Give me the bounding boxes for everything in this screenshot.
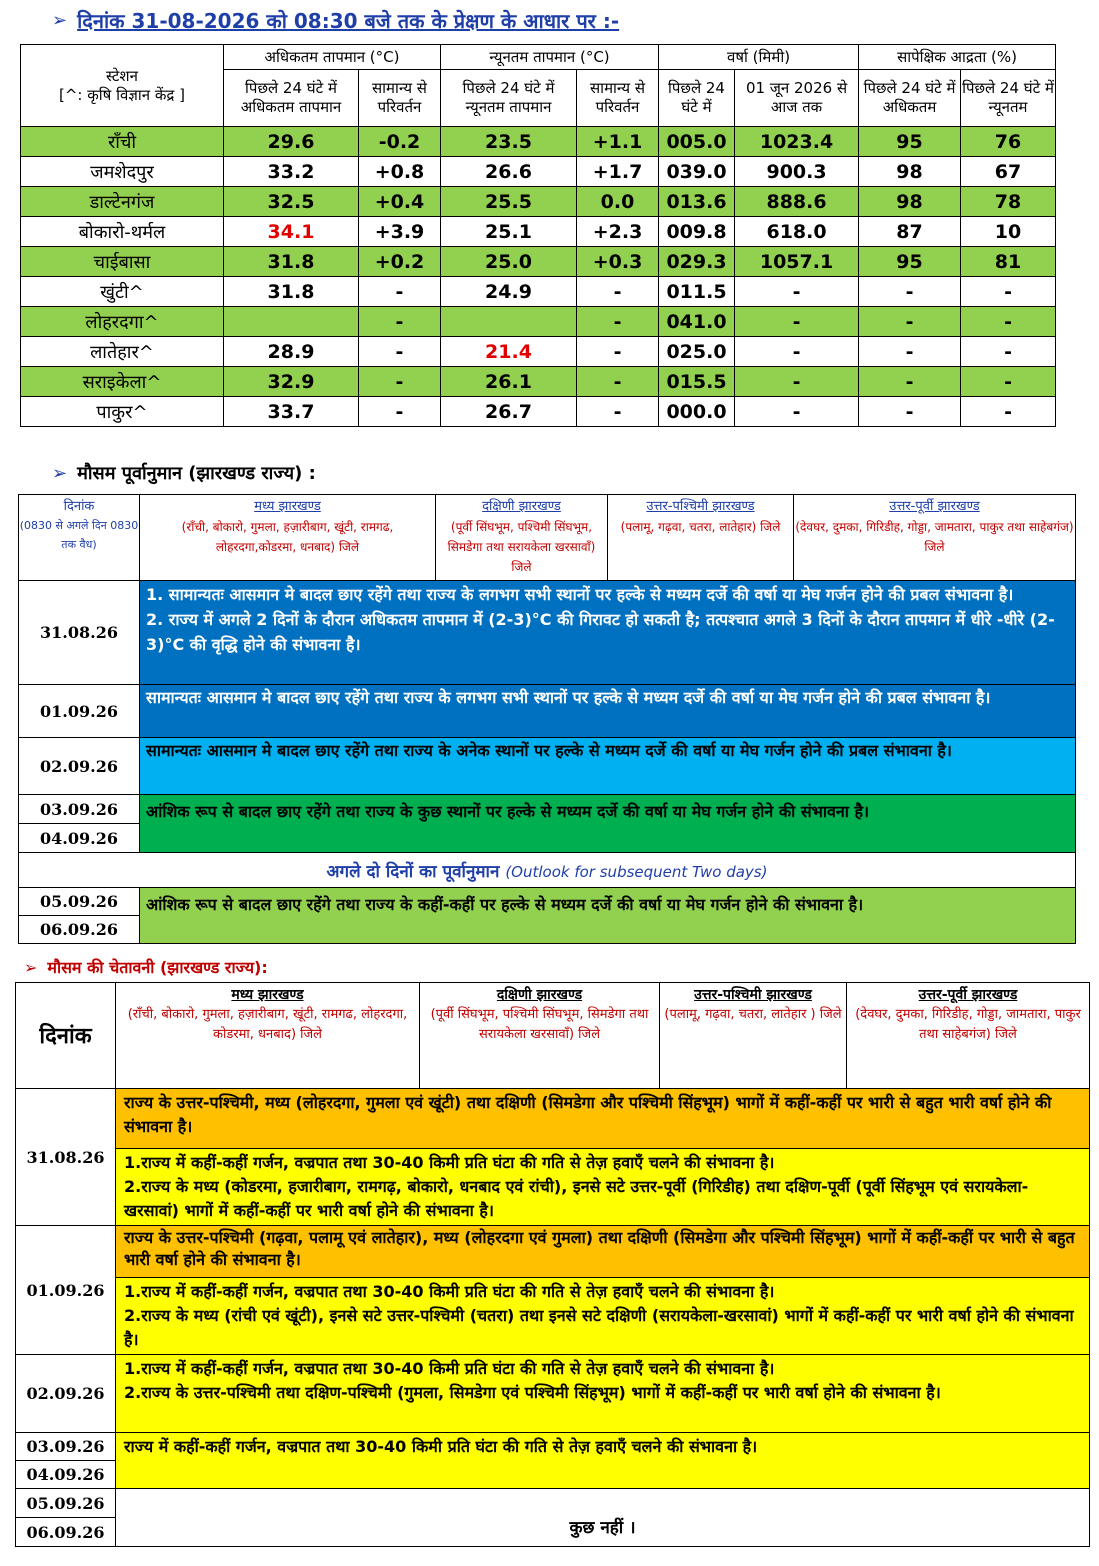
min-temp: 26.7 — [441, 397, 577, 427]
rh-max: - — [859, 337, 961, 367]
warning-table — [15, 982, 1090, 1547]
arrow-icon: ➢ — [24, 957, 38, 977]
warning-row — [16, 1149, 1090, 1226]
forecast-row — [19, 738, 1076, 795]
min-departure: - — [577, 307, 659, 337]
date-header: दिनांक — [16, 983, 116, 1089]
outlook-english: (Outlook for subsequent Two days) — [505, 862, 768, 881]
arrow-icon: ➢ — [52, 9, 68, 31]
rh-max: 95 — [859, 247, 961, 277]
min-departure: - — [577, 367, 659, 397]
region-name: उत्तर-पूर्वी झारखण्ड — [889, 499, 980, 514]
warning-line: 2.राज्य के उत्तर-पश्चिमी तथा दक्षिण-पश्चिमी (गुमला, सिमडेगा एवं पश्चिमी सिंहभूम) भागों में कहीं-कहीं पर भारी वर्षा होने की संभावना है। — [124, 1383, 941, 1402]
min-temp: 25.5 — [441, 187, 577, 217]
station-name: जमशेदपुर — [21, 157, 224, 187]
max-departure: - — [359, 277, 441, 307]
station-name: लातेहार^ — [21, 337, 224, 367]
forecast-row — [19, 581, 1076, 685]
station-name: लोहरदगा^ — [21, 307, 224, 337]
region-south — [420, 983, 660, 1089]
rh-min: 78 — [961, 187, 1056, 217]
forecast-text: आंशिक रूप से बादल छाए रहेंगे तथा राज्य के कुछ स्थानों पर हल्के से मध्यम दर्जे की वर्षा या मेघ गर्जन होने की संभावना है। — [140, 795, 1076, 853]
warning-text-yellow: राज्य में कहीं-कहीं गर्जन, वज्रपात तथा 30-40 किमी प्रति घंटा की गति से तेज़ हवाएँ चलने की संभावना है। — [116, 1433, 1090, 1489]
rain-24h: 009.8 — [659, 217, 735, 247]
station-header: स्टेशन — [106, 66, 138, 85]
min-temp: 23.5 — [441, 127, 577, 157]
rain-season: 618.0 — [735, 217, 859, 247]
rain-24h: 011.5 — [659, 277, 735, 307]
rain-season: 888.6 — [735, 187, 859, 217]
region-name: उत्तर-पूर्वी झारखण्ड — [918, 987, 1018, 1003]
group-header-max: अधिकतम तापमान (°C) — [224, 45, 441, 70]
region-name: उत्तर-पश्चिमी झारखण्ड — [694, 987, 812, 1003]
min-temp: 26.1 — [441, 367, 577, 397]
outlook-hindi: अगले दो दिनों का पूर्वानुमान — [326, 861, 500, 882]
warning-date: 03.09.26 — [16, 1433, 116, 1461]
max-temp: 28.9 — [224, 337, 359, 367]
region-districts: (देवघर, दुमका, गिरिडीह, गोड्डा, जामतारा, पाकुर तथा साहेबगंज) जिले — [795, 520, 1074, 554]
warning-date: 04.09.26 — [16, 1461, 116, 1489]
region-northwest — [660, 983, 847, 1089]
table-row — [21, 367, 1056, 397]
forecast-date: 03.09.26 — [19, 795, 140, 824]
warning-text-none: कुछ नहीं । — [116, 1489, 1090, 1547]
region-name: उत्तर-पश्चिमी झारखण्ड — [646, 499, 755, 514]
table-row — [21, 247, 1056, 277]
table-row — [21, 157, 1056, 187]
rain-24h: 013.6 — [659, 187, 735, 217]
table-row — [21, 337, 1056, 367]
rain-24h: 005.0 — [659, 127, 735, 157]
max-departure: - — [359, 397, 441, 427]
rh-max: - — [859, 367, 961, 397]
observation-table — [20, 44, 1056, 427]
warning-line: 1.राज्य में कहीं-कहीं गर्जन, वज्रपात तथा 30-40 किमी प्रति घंटा की गति से तेज़ हवाएँ चलने की संभावना है। — [124, 1153, 775, 1172]
rh-max: 98 — [859, 157, 961, 187]
rh-max: - — [859, 397, 961, 427]
region-northeast — [847, 983, 1090, 1089]
min-temp: 25.0 — [441, 247, 577, 277]
rh-min: 76 — [961, 127, 1056, 157]
rh-min: 81 — [961, 247, 1056, 277]
warning-row — [16, 1278, 1090, 1355]
max-temp — [224, 307, 359, 337]
rh-max: - — [859, 277, 961, 307]
forecast-date: 02.09.26 — [19, 738, 140, 795]
rh-min: - — [961, 307, 1056, 337]
region-name: दक्षिणी झारखण्ड — [482, 499, 561, 514]
min-departure: - — [577, 337, 659, 367]
rh-min: - — [961, 397, 1056, 427]
forecast-row — [19, 795, 1076, 824]
warning-line: 2.राज्य के मध्य (कोडरमा, हजारीबाग, रामगढ़, बोकारो, धनबाद एवं रांची), इनसे सटे उत्तर-पूर्वी (गिरिडीह) तथा दक्षिण-पूर्वी (पूर्वी सिंहभूम एवं सरायकेला-खरसावां) भागों में कहीं-कहीं पर भारी वर्षा होने की संभावना है। — [124, 1177, 1029, 1220]
min-departure: - — [577, 397, 659, 427]
forecast-table — [18, 494, 1076, 944]
region-districts: (देवघर, दुमका, गिरिडीह, गोड्डा, जामतारा, पाकुर तथा साहेबगंज) जिले — [855, 1007, 1081, 1042]
region-northeast — [794, 495, 1076, 581]
min-departure: +0.3 — [577, 247, 659, 277]
warning-row — [16, 1089, 1090, 1149]
forecast-line: 1. सामान्यतः आसमान मे बादल छाए रहेंगे तथा राज्य के लगभग सभी स्थानों पर हल्के से मध्यम दर्जे की वर्षा या मेघ गर्जन होने की प्रबल संभावना है। — [146, 585, 1014, 604]
station-name: डाल्टेनगंज — [21, 187, 224, 217]
subheader: 01 जून 2026 से आज तक — [735, 70, 859, 127]
subheader: पिछले 24 घंटे में अधिकतम — [859, 70, 961, 127]
outlook-row — [19, 853, 1076, 888]
max-temp-highest: 34.1 — [224, 217, 359, 247]
warning-row — [16, 1355, 1090, 1433]
max-temp: 31.8 — [224, 247, 359, 277]
rh-max: - — [859, 307, 961, 337]
min-departure: 0.0 — [577, 187, 659, 217]
warning-text-orange: राज्य के उत्तर-पश्चिमी (गढ़वा, पलामू एवं लातेहार), मध्य (लोहरदगा एवं गुमला) तथा दक्षिणी (सिमडेगा और पश्चिमी सिंहभूम) भागों में कहीं-कहीं पर भारी से बहुत भारी वर्षा होने की संभावना है। — [116, 1226, 1090, 1278]
observation-heading — [52, 6, 619, 34]
warning-date: 31.08.26 — [16, 1089, 116, 1226]
region-name: दक्षिणी झारखण्ड — [496, 987, 583, 1003]
region-south — [436, 495, 608, 581]
min-temp — [441, 307, 577, 337]
max-temp: 33.7 — [224, 397, 359, 427]
max-departure: - — [359, 307, 441, 337]
warning-text-orange: राज्य के उत्तर-पश्चिमी, मध्य (लोहरदगा, गुमला एवं खूंटी) तथा दक्षिणी (सिमडेगा और पश्चिमी सिंहभूम) भागों में कहीं-कहीं पर भारी से बहुत भारी वर्षा होने की संभावना है। — [116, 1089, 1090, 1149]
rain-24h: 029.3 — [659, 247, 735, 277]
rh-min: 67 — [961, 157, 1056, 187]
rain-season: - — [735, 337, 859, 367]
table-row — [21, 127, 1056, 157]
rain-24h: 015.5 — [659, 367, 735, 397]
subheader: पिछले 24 घंटे में — [659, 70, 735, 127]
table-row — [21, 397, 1056, 427]
rh-min: - — [961, 277, 1056, 307]
warning-heading-text: मौसम की चेतावनी (झारखण्ड राज्य): — [47, 958, 268, 977]
subheader: पिछले 24 घंटे में न्यूनतम तापमान — [441, 70, 577, 127]
region-central — [140, 495, 436, 581]
date-note: (0830 से अगले दिन 0830 तक वैध) — [19, 519, 139, 551]
warning-row — [16, 1433, 1090, 1461]
rh-min: - — [961, 337, 1056, 367]
forecast-heading — [52, 460, 316, 486]
table-row — [21, 277, 1056, 307]
region-districts: (पलामू, गढ़वा, चतरा, लातेहार ) जिले — [664, 1007, 842, 1022]
forecast-text: सामान्यतः आसमान मे बादल छाए रहेंगे तथा राज्य के अनेक स्थानों पर हल्के से मध्यम दर्जे की वर्षा या मेघ गर्जन होने की प्रबल संभावना है। — [140, 738, 1076, 795]
forecast-text — [140, 581, 1076, 685]
rain-24h: 000.0 — [659, 397, 735, 427]
max-temp: 33.2 — [224, 157, 359, 187]
max-departure: - — [359, 367, 441, 397]
region-districts: (पूर्वी सिंघभूम, पश्चिमी सिंघभूम, सिमडेगा तथा सरायकेला खरसावाँ) जिले — [430, 1007, 649, 1042]
region-name: मध्य झारखण्ड — [254, 499, 321, 514]
warning-date: 05.09.26 — [16, 1489, 116, 1518]
region-central — [116, 983, 420, 1089]
max-departure: -0.2 — [359, 127, 441, 157]
max-departure: +0.8 — [359, 157, 441, 187]
station-note: [^: कृषि विज्ञान केंद्र ] — [58, 85, 185, 104]
rain-season: - — [735, 307, 859, 337]
warning-line: 1.राज्य में कहीं-कहीं गर्जन, वज्रपात तथा 30-40 किमी प्रति घंटा की गति से तेज़ हवाएँ चलने की संभावना है। — [124, 1282, 775, 1301]
region-districts: (राँची, बोकारो, गुमला, हज़ारीबाग, खूंटी, रामगढ, लोहरदगा, कोडरमा, धनबाद) जिले — [127, 1007, 408, 1042]
min-temp: 26.6 — [441, 157, 577, 187]
station-name: खुंटी^ — [21, 277, 224, 307]
warning-text-yellow — [116, 1149, 1090, 1226]
table-row — [21, 307, 1056, 337]
table-row — [21, 217, 1056, 247]
rh-min: - — [961, 367, 1056, 397]
table-row — [21, 187, 1056, 217]
rh-max: 95 — [859, 127, 961, 157]
forecast-date: 06.09.26 — [19, 916, 140, 944]
rain-24h: 039.0 — [659, 157, 735, 187]
rain-24h: 041.0 — [659, 307, 735, 337]
arrow-icon: ➢ — [52, 462, 68, 484]
subheader: पिछले 24 घंटे में न्यूनतम — [961, 70, 1056, 127]
group-header-min: न्यूनतम तापमान (°C) — [441, 45, 659, 70]
max-temp: 32.5 — [224, 187, 359, 217]
forecast-date: 01.09.26 — [19, 685, 140, 738]
rain-season: 900.3 — [735, 157, 859, 187]
max-departure: +0.4 — [359, 187, 441, 217]
region-districts: (पलामू, गढ़वा, चतरा, लातेहार) जिले — [620, 520, 781, 534]
warning-text-yellow — [116, 1278, 1090, 1355]
warning-text-yellow — [116, 1355, 1090, 1433]
subheader: पिछले 24 घंटे में अधिकतम तापमान — [224, 70, 359, 127]
warning-date: 01.09.26 — [16, 1226, 116, 1355]
max-departure: - — [359, 337, 441, 367]
outlook-header — [19, 853, 1076, 888]
min-departure: +1.7 — [577, 157, 659, 187]
forecast-text: आंशिक रूप से बादल छाए रहेंगे तथा राज्य के कहीं-कहीं पर हल्के से मध्यम दर्जे की वर्षा या मेघ गर्जन होने की संभावना है। — [140, 888, 1076, 944]
subheader: सामान्य से परिवर्तन — [359, 70, 441, 127]
min-departure: +1.1 — [577, 127, 659, 157]
min-departure: - — [577, 277, 659, 307]
region-districts: (पूर्वी सिंघभूम, पश्चिमी सिंघभूम, सिमडेगा तथा सरायकेला खरसावाँ) जिले — [447, 520, 596, 574]
max-temp: 31.8 — [224, 277, 359, 307]
subheader: सामान्य से परिवर्तन — [577, 70, 659, 127]
max-departure: +0.2 — [359, 247, 441, 277]
station-name: सराइकेला^ — [21, 367, 224, 397]
date-header: दिनांक — [63, 499, 95, 514]
station-name: चाईबासा — [21, 247, 224, 277]
observation-heading-text: दिनांक 31-08-2026 को 08:30 बजे तक के प्रेक्षण के आधार पर :- — [77, 8, 620, 33]
warning-heading — [24, 955, 268, 979]
max-temp: 29.6 — [224, 127, 359, 157]
warning-row — [16, 1489, 1090, 1518]
rh-max: 87 — [859, 217, 961, 247]
region-districts: (राँची, बोकारो, गुमला, हज़ारीबाग, खूंटी, रामगढ, लोहरदगा,कोडरमा, धनबाद) जिले — [181, 520, 394, 554]
region-northwest — [608, 495, 794, 581]
date-header-cell — [19, 495, 140, 581]
warning-date: 02.09.26 — [16, 1355, 116, 1433]
min-temp-lowest: 21.4 — [441, 337, 577, 367]
max-temp: 32.9 — [224, 367, 359, 397]
warning-line: 1.राज्य में कहीं-कहीं गर्जन, वज्रपात तथा 30-40 किमी प्रति घंटा की गति से तेज़ हवाएँ चलने की संभावना है। — [124, 1359, 775, 1378]
rain-season: - — [735, 397, 859, 427]
warning-line: 2.राज्य के मध्य (रांची एवं खूंटी), इनसे सटे उत्तर-पश्चिमी (चतरा) तथा इनसे सटे दक्षिणी (सरायकेला-खरसावां) भागों में कहीं-कहीं पर भारी वर्षा होने की संभावना है। — [124, 1306, 1074, 1349]
forecast-date: 04.09.26 — [19, 824, 140, 853]
rh-min: 10 — [961, 217, 1056, 247]
group-header-humidity: सापेक्षिक आद्रता (%) — [859, 45, 1056, 70]
forecast-text: सामान्यतः आसमान मे बादल छाए रहेंगे तथा राज्य के लगभग सभी स्थानों पर हल्के से मध्यम दर्जे की वर्षा या मेघ गर्जन होने की प्रबल संभावना है। — [140, 685, 1076, 738]
forecast-line: 2. राज्य में अगले 2 दिनों के दौरान अधिकतम तापमान में (2-3)°C की गिरावट हो सकती है; तत्पश्चात अगले 3 दिनों के दौरान तापमान में धीरे -धीरे (2-3)°C की वृद्धि होने की संभावना है। — [146, 610, 1055, 654]
region-name: मध्य झारखण्ड — [231, 987, 304, 1003]
rain-24h: 025.0 — [659, 337, 735, 367]
group-header-rain: वर्षा (मिमी) — [659, 45, 859, 70]
rh-max: 98 — [859, 187, 961, 217]
warning-row — [16, 1226, 1090, 1278]
rain-season: - — [735, 367, 859, 397]
warning-date: 06.09.26 — [16, 1518, 116, 1547]
rain-season: 1023.4 — [735, 127, 859, 157]
max-departure: +3.9 — [359, 217, 441, 247]
station-name: राँची — [21, 127, 224, 157]
rain-season: - — [735, 277, 859, 307]
rain-season: 1057.1 — [735, 247, 859, 277]
forecast-row — [19, 685, 1076, 738]
station-name: बोकारो-थर्मल — [21, 217, 224, 247]
station-header-cell — [21, 45, 224, 127]
forecast-heading-text: मौसम पूर्वानुमान (झारखण्ड राज्य) : — [77, 463, 316, 484]
forecast-row — [19, 888, 1076, 916]
forecast-date: 31.08.26 — [19, 581, 140, 685]
min-temp: 25.1 — [441, 217, 577, 247]
min-temp: 24.9 — [441, 277, 577, 307]
forecast-date: 05.09.26 — [19, 888, 140, 916]
station-name: पाकुर^ — [21, 397, 224, 427]
min-departure: +2.3 — [577, 217, 659, 247]
